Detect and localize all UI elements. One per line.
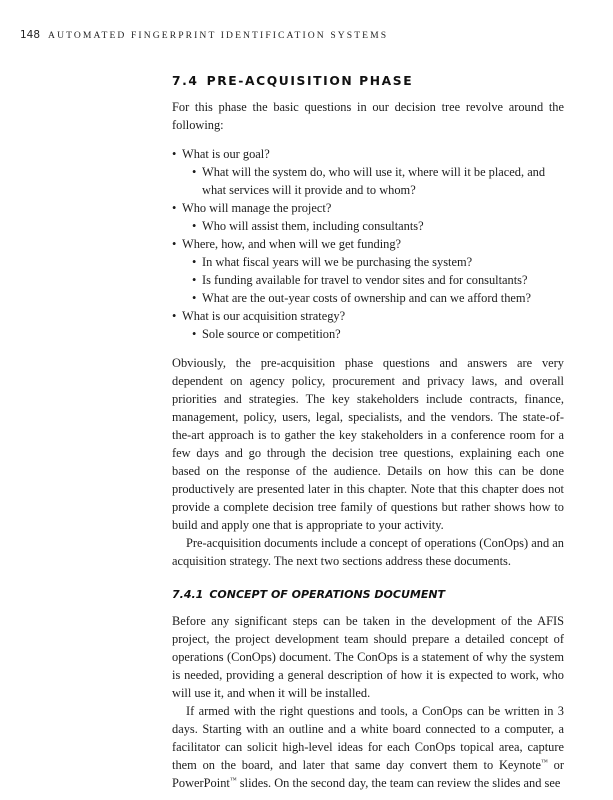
subsection-heading [172,586,564,604]
body-paragraph: Before any significant steps can be taken in the development of the AFIS project, the project development team should prepare a detailed concept of operations (ConOps) document. The ConOps is a statement of why the system is needed, providing a general description of how it is expected to work, who will use it, and when it will be installed. [172,614,564,700]
sub-list-item: • Is funding available for travel to vendor sites and for consultants? [182,271,564,289]
section-number: 7.4 [172,74,199,88]
book-title: AUTOMATED FINGERPRINT IDENTIFICATION SYSTEMS [48,30,389,41]
paragraph-text: If armed with the right questions and tools, a ConOps can be written in 3 days. Starting with an outline and a white board connected to a computer, a facilitator can solicit high-level ideas for each ConOps topical area, capture them on the board, and later that same day convert them to Keynote [172,704,564,772]
list-item-text: Where, how, and when will we get funding? [182,237,402,251]
list-item [172,307,564,343]
sub-list-item: • Sole source or competition? [182,325,564,343]
body-paragraph [172,702,564,792]
running-header [20,29,388,42]
list-item [172,145,564,199]
sub-list-item: • What will the system do, who will use it, where will it be placed, and what services will it provide and to whom? [182,163,564,199]
list-item [172,199,564,235]
subsection-number: 7.4.1 [172,588,204,601]
main-text [172,72,564,792]
list-item-text: What is our goal? [182,147,270,161]
section-title: PRE-ACQUISITION PHASE [206,74,414,88]
subsection-title: CONCEPT OF OPERATIONS DOCUMENT [209,588,446,601]
paragraph-text: or PowerPoint [172,758,564,790]
list-item-text: Who will manage the project? [182,201,332,215]
list-item [172,235,564,307]
section-heading [172,72,564,90]
paragraph-text: slides. On the second day, the team can review the slides and see [236,776,561,790]
trademark-symbol: ™ [540,758,548,766]
section-intro: For this phase the basic questions in our decision tree revolve around the following: [172,100,564,132]
question-list [172,145,564,343]
sub-list-item: • In what fiscal years will we be purchasing the system? [182,253,564,271]
list-item-text: What is our acquisition strategy? [182,309,346,323]
body-paragraph: Obviously, the pre-acquisition phase questions and answers are very dependent on agency policy, procurement and privacy laws, and overall priorities and strategies. The key stakeholders include contracts, finance, management, policy, users, legal, specialists, and the vendors. The state-of-the-art approach is to gather the key stakeholders in a conference room for a few days and go through the decision tree questions, explaining each one based on the response of the audience. Details on how this can be done productively are presented later in this chapter. Note that this chapter does not provide a complete decision tree family of questions but rather shows how to build and apply one that is appropriate to your activity. [172,356,564,532]
sub-list-item: • Who will assist them, including consultants? [182,217,564,235]
trademark-symbol: ™ [229,776,237,784]
body-paragraph: Pre-acquisition documents include a concept of operations (ConOps) and an acquisition strategy. The next two sections address these documents. [172,536,564,568]
page-number: 148 [20,29,41,41]
sub-list-item: • What are the out-year costs of ownership and can we afford them? [182,289,564,307]
